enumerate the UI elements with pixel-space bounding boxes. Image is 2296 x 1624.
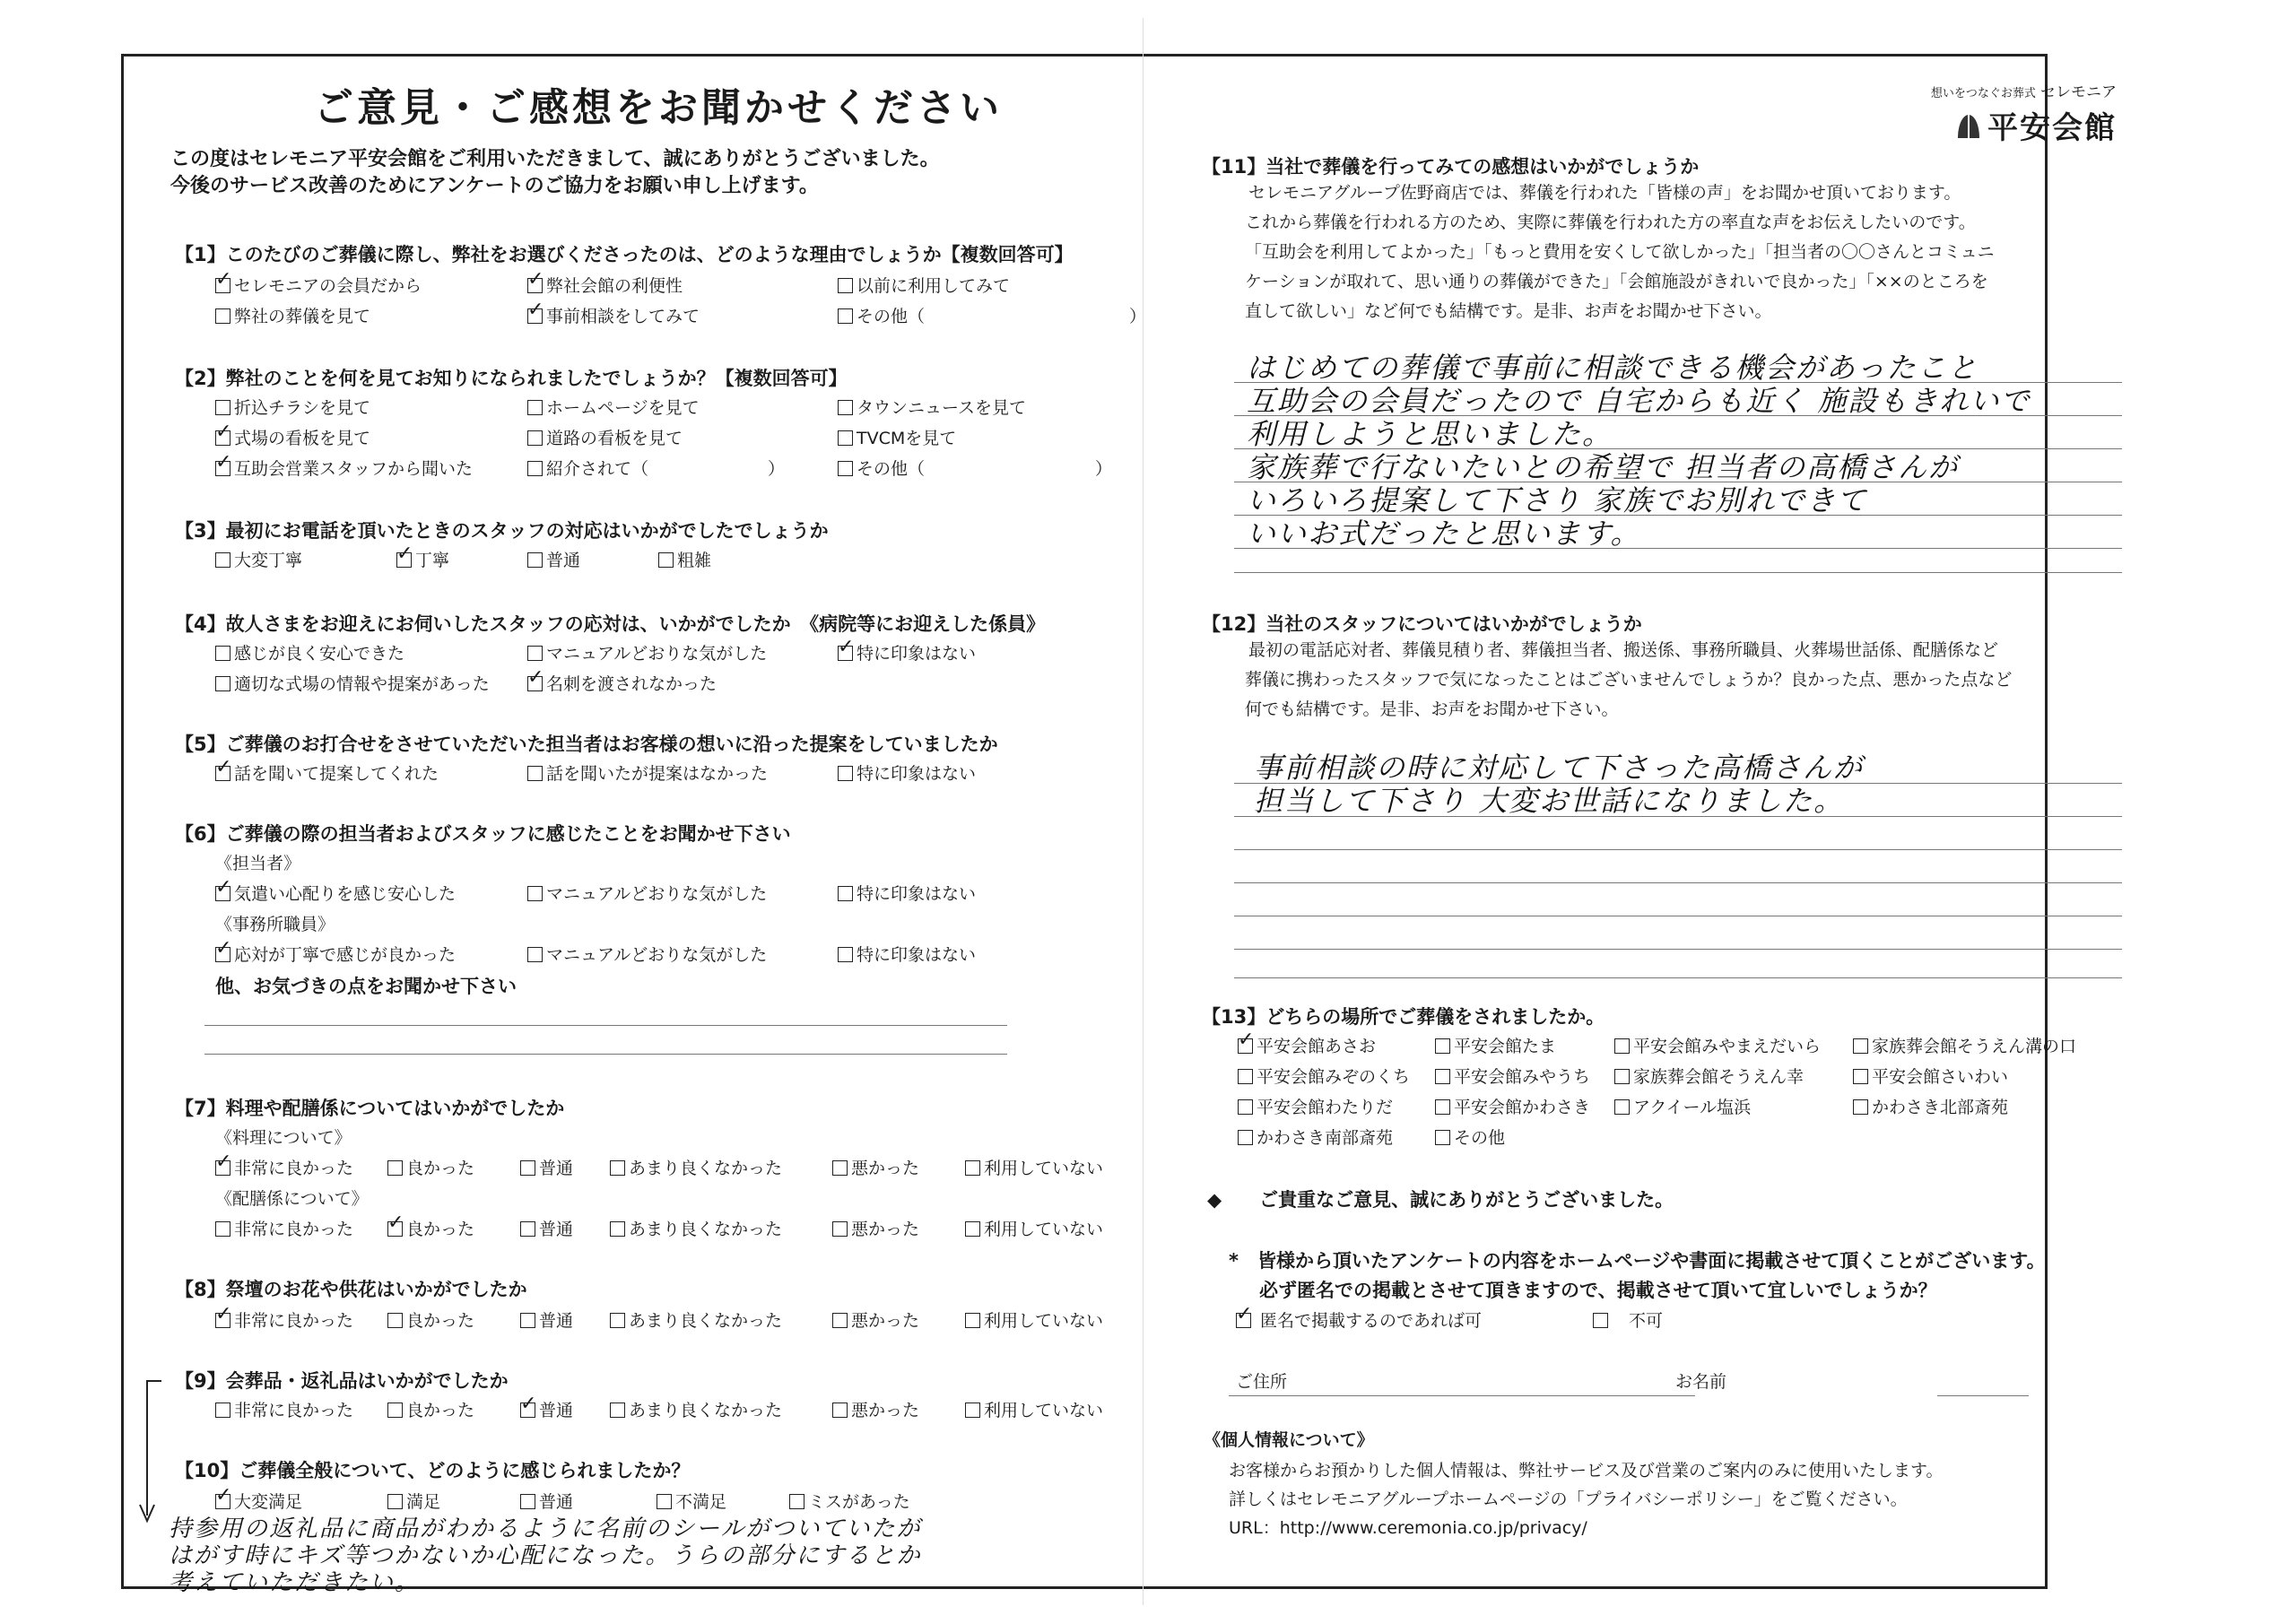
q9-option[interactable]: ✓ 普通 — [520, 1397, 573, 1421]
q7-heading: 【7】料理や配膳係についてはいかがでしたか — [175, 1098, 565, 1119]
checkbox[interactable] — [657, 1494, 672, 1509]
q10-option[interactable]: 普通 — [520, 1489, 573, 1513]
checkbox[interactable] — [832, 1313, 848, 1328]
q13-option[interactable]: 家族葬会館そうえん幸 — [1614, 1064, 1804, 1088]
q12-heading: 【12】当社のスタッフについてはいかがでしょうか — [1202, 613, 1642, 635]
checkbox[interactable] — [520, 1494, 535, 1509]
checkbox[interactable] — [527, 766, 543, 781]
checkbox[interactable] — [520, 1313, 535, 1328]
intro-text: この度はセレモニア平安会館をご利用いただきまして、誠にありがとうございました。 今後のサービス改善のためにアンケートのご協力をお願い申し上げます。 — [170, 148, 940, 197]
q7-serving-option[interactable]: ✓ 良かった — [387, 1216, 474, 1240]
checkbox[interactable] — [1435, 1038, 1450, 1054]
checkbox[interactable] — [387, 1313, 403, 1328]
checkbox-checked[interactable] — [520, 1403, 535, 1418]
q5-option[interactable]: ✓話を聞いて提案してくれた — [215, 760, 439, 785]
q4-option[interactable]: マニュアルどおりな気がした — [527, 640, 767, 664]
q10-option[interactable]: ✓大変満足 — [215, 1489, 302, 1513]
q4-heading: 【4】故人さまをお迎えにお伺いしたスタッフの応対は、いかがでしたか 《病院等にお迎えした係員》 — [175, 613, 1046, 635]
checkbox[interactable] — [965, 1403, 980, 1418]
q7-serving-option[interactable]: あまり良くなかった — [610, 1216, 782, 1240]
checkbox-checked[interactable] — [215, 947, 230, 962]
q8-option[interactable]: 悪かった — [832, 1307, 919, 1332]
q9-option[interactable]: 良かった — [387, 1397, 474, 1421]
q7-food-option[interactable]: 利用していない — [965, 1155, 1103, 1179]
checkbox[interactable] — [520, 1160, 535, 1176]
q9-option[interactable]: 利用していない — [965, 1397, 1103, 1421]
checkbox-checked[interactable] — [215, 766, 230, 781]
q6-heading: 【6】ご葬儀の際の担当者およびスタッフに感じたことをお聞かせ下さい — [175, 823, 791, 845]
checkbox[interactable] — [838, 308, 853, 324]
q11-description: セレモニアグループ佐野商店では、葬儀を行われた「皆様の声」をお聞かせ頂いております。 — [1248, 183, 1961, 203]
q7-serving-option[interactable]: 普通 — [520, 1216, 573, 1240]
q7-serving-option[interactable]: 非常に良かった — [215, 1216, 353, 1240]
q4-option[interactable]: ✓ 特に印象はない — [838, 640, 976, 664]
q7-food-option[interactable]: 普通 — [520, 1155, 573, 1179]
q9-option[interactable]: 悪かった — [832, 1397, 919, 1421]
diamond-icon: ◆ — [1207, 1189, 1222, 1211]
checkbox[interactable] — [387, 1403, 403, 1418]
checkbox-checked[interactable] — [215, 461, 230, 476]
q1-option[interactable]: ✓ 弊社会館の利便性 — [527, 273, 683, 297]
q13-option[interactable]: 平安会館かわさき — [1435, 1094, 1590, 1118]
q6-option[interactable]: マニュアルどおりな気がした — [527, 881, 767, 905]
checkbox-checked[interactable] — [1238, 1038, 1253, 1054]
checkbox[interactable] — [832, 1403, 848, 1418]
q13-option[interactable]: かわさき南部斎苑 — [1238, 1125, 1393, 1149]
q2-option[interactable]: その他（ ） — [838, 456, 1112, 480]
q9-heading: 【9】会葬品・返礼品はいかがでしたか — [175, 1370, 509, 1392]
q2-option[interactable]: 紹介されて（ ） — [527, 456, 785, 480]
checkbox[interactable] — [1435, 1099, 1450, 1115]
q13-option[interactable]: 平安会館わたりだ — [1238, 1094, 1393, 1118]
q2-option[interactable]: 折込チラシを見て — [215, 395, 370, 419]
q7-serving-option[interactable]: 悪かった — [832, 1216, 919, 1240]
q8-heading: 【8】祭壇のお花や供花はいかがでしたか — [175, 1279, 527, 1300]
q3-option[interactable]: 大変丁寧 — [215, 547, 302, 571]
checkbox[interactable] — [1593, 1313, 1608, 1328]
name-label: お名前 — [1675, 1372, 1727, 1392]
q2-option[interactable]: ホームページを見て — [527, 395, 700, 419]
name-field[interactable] — [1937, 1395, 2029, 1396]
checkbox[interactable] — [1853, 1069, 1868, 1084]
checkbox[interactable] — [215, 308, 230, 324]
q12-answer-line[interactable] — [1234, 949, 2122, 950]
consent-text-2: 必ず匿名での掲載とさせて頂きますので、掲載させて頂いて宜しいでしょうか？ — [1259, 1280, 1937, 1301]
consent-text: * 皆様から頂いたアンケートの内容をホームページや書面に掲載させて頂くことがございます。 — [1229, 1250, 2046, 1272]
q10-heading: 【10】ご葬儀全般について、どのように感じられましたか？ — [175, 1460, 691, 1481]
q7-sub-serving: 《配膳係について》 — [215, 1189, 369, 1209]
q1-option[interactable]: 以前に利用してみて — [838, 273, 1010, 297]
q10-handwritten-comment: 持参用の返礼品に商品がわかるように名前のシールがついていたが はがす時にキズ等つかないか心配になった。うらの部分にするとか 考えていただきたい。 — [169, 1515, 922, 1596]
q1-option[interactable]: ✓セレモニアの会員だから — [215, 273, 422, 297]
q7-food-option[interactable]: 良かった — [387, 1155, 474, 1179]
q8-option[interactable]: 利用していない — [965, 1307, 1103, 1332]
q10-option[interactable]: ミスがあった — [789, 1489, 910, 1513]
q12-description: 最初の電話応対者、葬儀見積り者、葬儀担当者、搬送係、事務所職員、火葬場世話係、配膳係など — [1248, 640, 1999, 660]
checkbox[interactable] — [1238, 1069, 1253, 1084]
checkbox[interactable] — [832, 1160, 848, 1176]
q10-option[interactable]: 不満足 — [657, 1489, 726, 1513]
q1-option[interactable]: その他（ ） — [838, 303, 1146, 327]
checkbox[interactable] — [838, 430, 853, 446]
checkbox[interactable] — [215, 552, 230, 568]
checkbox[interactable] — [838, 766, 853, 781]
q4-option[interactable]: 適切な式場の情報や提案があった — [215, 671, 490, 695]
checkbox[interactable] — [838, 278, 853, 293]
checkbox[interactable] — [610, 1403, 625, 1418]
q12-handwritten-answer: 事前相談の時に対応して下さった高橋さんが 担当して下さり 大変お世話になりました。 — [1254, 751, 1865, 818]
q2-option[interactable]: タウンニュースを見て — [838, 395, 1026, 419]
q2-option[interactable]: ✓互助会営業スタッフから聞いた — [215, 456, 473, 480]
checkbox[interactable] — [1435, 1130, 1450, 1145]
checkbox[interactable] — [789, 1494, 804, 1509]
q13-option[interactable]: 家族葬会館そうえん溝の口 — [1853, 1033, 2076, 1057]
q8-option[interactable]: ✓非常に良かった — [215, 1307, 353, 1332]
q11-handwritten-answer: はじめての葬儀で事前に相談できる機会があったこと 互助会の会員だったので 自宅からも近く 施設もきれいで 利用しようと思いました。 家族葬で行ないたいとの希望で 担当者の高橋さんが いろいろ提案して下さり 家族でお別れできて いいお式だったと思います。 — [1247, 351, 2031, 551]
checkbox-checked[interactable] — [215, 1313, 230, 1328]
q7-food-option[interactable]: ✓非常に良かった — [215, 1155, 353, 1179]
q13-option[interactable]: 平安会館みやうち — [1435, 1064, 1590, 1088]
privacy-url-link[interactable]: http://www.ceremonia.co.jp/privacy/ — [1279, 1518, 1587, 1538]
checkbox[interactable] — [1614, 1038, 1630, 1054]
q12-description-cont: 葬儀に携わったスタッフで気になったことはございませんでしょうか？良かった点、悪かった点など 何でも結構です。是非、お声をお聞かせ下さい。 — [1245, 670, 2013, 719]
q6-option[interactable]: 特に印象はない — [838, 881, 976, 905]
q3-option[interactable]: 普通 — [527, 547, 580, 571]
q6-option[interactable]: ✓応対が丁寧で感じが良かった — [215, 942, 456, 966]
checkbox[interactable] — [838, 886, 853, 901]
checkbox[interactable] — [610, 1221, 625, 1237]
checkbox[interactable] — [215, 646, 230, 661]
checkbox-checked[interactable] — [215, 430, 230, 446]
q6-sub-staff: 《担当者》 — [215, 854, 301, 873]
q6-option[interactable]: マニュアルどおりな気がした — [527, 942, 767, 966]
checkbox-checked[interactable] — [215, 886, 230, 901]
checkbox[interactable] — [387, 1494, 403, 1509]
q3-option[interactable]: ✓ 丁寧 — [396, 547, 449, 571]
checkbox[interactable] — [527, 461, 543, 476]
checkbox[interactable] — [1614, 1099, 1630, 1115]
q4-option[interactable]: ✓ 名刺を渡されなかった — [527, 671, 717, 695]
address-label: ご住所 — [1236, 1372, 1288, 1392]
page-title: ご意見・ご感想をお聞かせください — [314, 85, 1003, 131]
q2-heading: 【2】弊社のことを何を見てお知りになられましたでしょうか？【複数回答可】 — [175, 368, 848, 389]
address-field[interactable] — [1229, 1395, 1695, 1396]
privacy-heading: 《個人情報について》 — [1204, 1430, 1374, 1450]
q7-food-option[interactable]: あまり良くなかった — [610, 1155, 782, 1179]
checkbox[interactable] — [215, 1403, 230, 1418]
checkbox[interactable] — [215, 1221, 230, 1237]
q7-food-option[interactable]: 悪かった — [832, 1155, 919, 1179]
q13-option[interactable]: 平安会館たま — [1435, 1033, 1556, 1057]
checkbox[interactable] — [527, 430, 543, 446]
q10-option[interactable]: 満足 — [387, 1489, 440, 1513]
checkbox[interactable] — [838, 461, 853, 476]
page-fold — [1143, 18, 1144, 1605]
q2-option[interactable]: TVCMを見て — [838, 425, 956, 449]
checkbox-checked[interactable] — [838, 646, 853, 661]
q11-answer-line[interactable] — [1234, 572, 2122, 573]
q2-option[interactable]: ✓式場の看板を見て — [215, 425, 370, 449]
checkbox[interactable] — [610, 1160, 625, 1176]
q12-answer-line[interactable] — [1234, 849, 2122, 850]
logo-mark-icon — [1954, 111, 1983, 142]
checkbox[interactable] — [658, 552, 674, 568]
privacy-text: お客様からお預かりした個人情報は、弊社サービス及び営業のご案内のみに使用いたします。 詳しくはセレモニアグループホームページの「プライバシーポリシー」をご覧ください。 URL：http://www.ceremonia.co.jp/privacy/ — [1229, 1461, 1944, 1538]
q6-answer-line[interactable] — [204, 1054, 1007, 1055]
q1-option[interactable]: 弊社の葬儀を見て — [215, 303, 370, 327]
checkbox-checked[interactable] — [215, 278, 230, 293]
checkbox[interactable] — [527, 947, 543, 962]
checkbox-checked[interactable] — [396, 552, 412, 568]
q5-heading: 【5】ご葬儀のお打合せをさせていただいた担当者はお客様の想いに沿った提案をしていましたか — [175, 734, 998, 755]
q6-sub-office: 《事務所職員》 — [215, 915, 335, 934]
checkbox-checked[interactable] — [527, 676, 543, 691]
q13-option[interactable]: その他 — [1435, 1125, 1505, 1149]
checkbox-checked[interactable] — [387, 1221, 403, 1237]
checkbox-checked[interactable] — [527, 278, 543, 293]
checkbox[interactable] — [527, 400, 543, 415]
q7-sub-food: 《料理について》 — [215, 1128, 352, 1148]
checkbox[interactable] — [1435, 1069, 1450, 1084]
q5-option[interactable]: 特に印象はない — [838, 760, 976, 785]
consent-yes-option[interactable]: ✓ 匿名で掲載するのであれば可 — [1236, 1307, 1482, 1332]
q13-option[interactable]: 平安会館みやまえだいら — [1614, 1033, 1821, 1057]
checkbox[interactable] — [215, 400, 230, 415]
checkbox[interactable] — [838, 947, 853, 962]
q12-answer-line[interactable] — [1234, 977, 2122, 978]
checkbox[interactable] — [387, 1160, 403, 1176]
q11-description-cont: これから葬儀を行われる方のため、実際に葬儀を行われた方の率直な声をお伝えしたいのです。 「互助会を利用してよかった」「もっと費用を安くして欲しかった」「担当者の〇〇さんとコミュニ ケーションが取れて、思い通りの葬儀ができた」「会館施設がきれいで良かった」「××のところを 直して欲しい」など何でも結構です。是非、お声をお聞かせ下さい。 — [1245, 213, 1995, 321]
checkbox[interactable] — [832, 1221, 848, 1237]
q8-option[interactable]: あまり良くなかった — [610, 1307, 782, 1332]
checkbox[interactable] — [965, 1221, 980, 1237]
q9-option[interactable]: あまり良くなかった — [610, 1397, 782, 1421]
checkbox[interactable] — [965, 1160, 980, 1176]
q6-other-prompt: 他、お気づきの点をお聞かせ下さい — [215, 976, 517, 997]
q13-option[interactable]: かわさき北部斎苑 — [1853, 1094, 2008, 1118]
q5-option[interactable]: 話を聞いたが提案はなかった — [527, 760, 768, 785]
checkbox[interactable] — [838, 400, 853, 415]
q13-option[interactable]: 平安会館さいわい — [1853, 1064, 2008, 1088]
q2-option[interactable]: 道路の看板を見て — [527, 425, 683, 449]
checkbox-checked[interactable] — [215, 1160, 230, 1176]
checkbox[interactable] — [1853, 1038, 1868, 1054]
checkbox[interactable] — [1853, 1099, 1868, 1115]
q13-option[interactable]: アクイール塩浜 — [1614, 1094, 1751, 1118]
logo: 想いをつなぐお葬式 セレモニア 平安会館 — [1930, 83, 2117, 146]
q13-heading: 【13】どちらの場所でご葬儀をされましたか。 — [1202, 1006, 1605, 1028]
q12-answer-line[interactable] — [1234, 882, 2122, 883]
checkbox[interactable] — [527, 646, 543, 661]
q13-option[interactable]: 平安会館みぞのくち — [1238, 1064, 1410, 1088]
q1-heading: 【1】このたびのご葬儀に際し、弊社をお選びくださったのは、どのような理由でしょうか【複数回答可】 — [175, 244, 1074, 265]
q1-option[interactable]: ✓ 事前相談をしてみて — [527, 303, 700, 327]
consent-no-option[interactable]: 不可 — [1593, 1307, 1663, 1332]
thanks-message: ◆ ご貴重なご意見、誠にありがとうございました。 — [1207, 1189, 1674, 1211]
checkbox-checked[interactable] — [1236, 1313, 1251, 1328]
checkbox[interactable] — [1614, 1069, 1630, 1084]
q9-option[interactable]: 非常に良かった — [215, 1397, 353, 1421]
checkbox[interactable] — [610, 1313, 625, 1328]
q4-option[interactable]: 感じが良く安心できた — [215, 640, 404, 664]
q11-heading: 【11】当社で葬儀を行ってみての感想はいかがでしょうか — [1202, 156, 1700, 178]
checkbox-checked[interactable] — [215, 1494, 230, 1509]
q8-option[interactable]: 普通 — [520, 1307, 573, 1332]
q7-serving-option[interactable]: 利用していない — [965, 1216, 1103, 1240]
checkbox[interactable] — [965, 1313, 980, 1328]
q13-option[interactable]: ✓平安会館あさお — [1238, 1033, 1376, 1057]
q8-option[interactable]: 良かった — [387, 1307, 474, 1332]
q3-option[interactable]: 粗雑 — [658, 547, 711, 571]
checkbox[interactable] — [1238, 1130, 1253, 1145]
q3-heading: 【3】最初にお電話を頂いたときのスタッフの対応はいかがでしたでしょうか — [175, 520, 829, 542]
handwritten-arrow-icon — [135, 1372, 197, 1533]
q6-answer-line[interactable] — [204, 1025, 1007, 1026]
checkbox-checked[interactable] — [527, 308, 543, 324]
checkbox[interactable] — [527, 552, 543, 568]
checkbox[interactable] — [520, 1221, 535, 1237]
q6-option[interactable]: ✓気遣い心配りを感じ安心した — [215, 881, 456, 905]
checkbox[interactable] — [215, 676, 230, 691]
q6-option[interactable]: 特に印象はない — [838, 942, 976, 966]
checkbox[interactable] — [1238, 1099, 1253, 1115]
checkbox[interactable] — [527, 886, 543, 901]
